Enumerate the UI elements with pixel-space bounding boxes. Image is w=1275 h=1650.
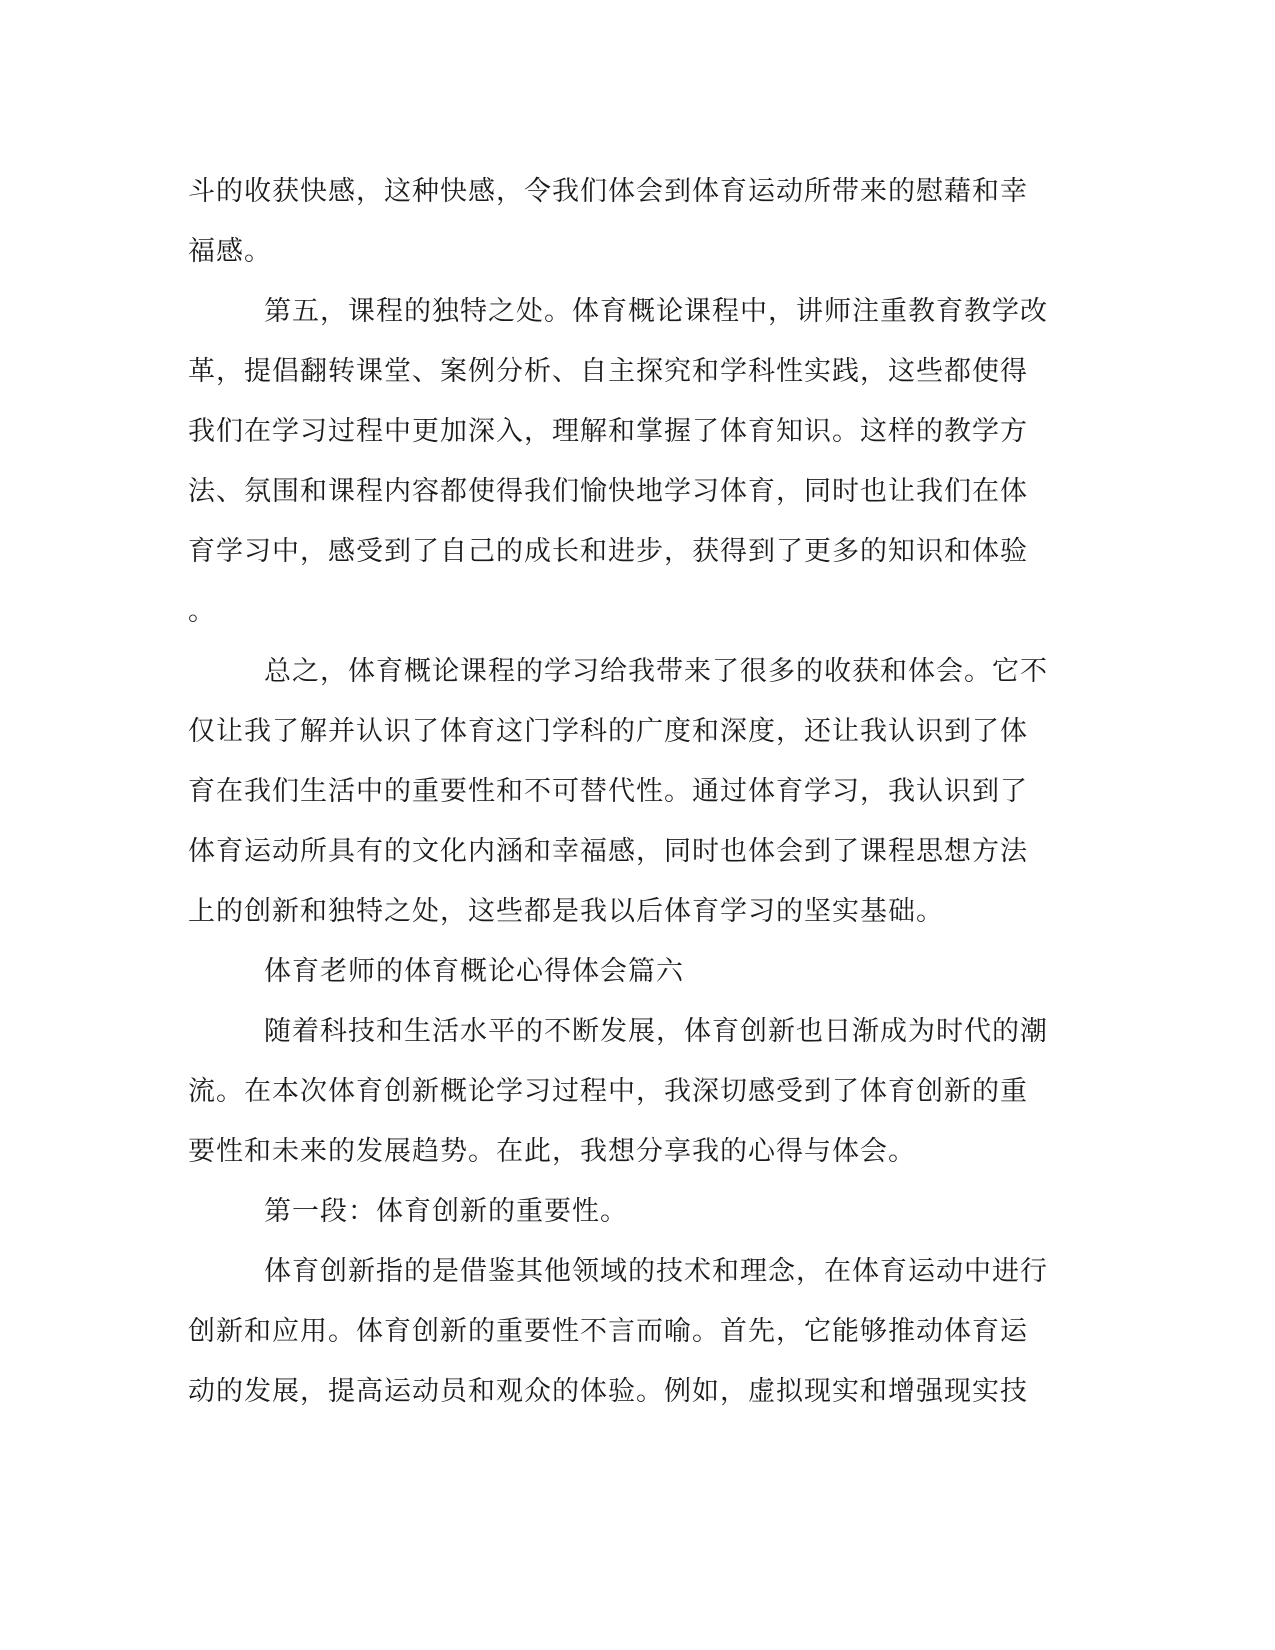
paragraph-line: 体育运动所具有的文化内涵和幸福感，同时也体会到了课程思想方法 <box>188 836 1028 867</box>
paragraph-line: 育学习中，感受到了自己的成长和进步，获得到了更多的知识和体验 <box>188 536 1028 567</box>
paragraph-line: 流。在本次体育创新概论学习过程中，我深切感受到了体育创新的重 <box>188 1076 1028 1107</box>
paragraph-line: 总之，体育概论课程的学习给我带来了很多的收获和体会。它不 <box>264 656 1048 687</box>
paragraph-line: 革，提倡翻转课堂、案例分析、自主探究和学科性实践，这些都使得 <box>188 356 1028 387</box>
paragraph-line: 我们在学习过程中更加深入，理解和掌握了体育知识。这样的教学方 <box>188 416 1028 447</box>
subsection-heading: 第一段：体育创新的重要性。 <box>264 1196 628 1227</box>
paragraph-line: 法、氛围和课程内容都使得我们愉快地学习体育，同时也让我们在体 <box>188 476 1028 507</box>
paragraph-line: 斗的收获快感，这种快感，令我们体会到体育运动所带来的慰藉和幸 <box>188 176 1028 207</box>
paragraph-line: 创新和应用。体育创新的重要性不言而喻。首先，它能够推动体育运 <box>188 1316 1028 1347</box>
section-heading: 体育老师的体育概论心得体会篇六 <box>264 956 684 987</box>
document-body <box>188 162 1088 1422</box>
paragraph-line: 育在我们生活中的重要性和不可替代性。通过体育学习，我认识到了 <box>188 776 1028 807</box>
paragraph-line: 福感。 <box>188 236 272 267</box>
paragraph-line: 仅让我了解并认识了体育这门学科的广度和深度，还让我认识到了体 <box>188 716 1028 747</box>
paragraph-line: 动的发展，提高运动员和观众的体验。例如，虚拟现实和增强现实技 <box>188 1376 1028 1407</box>
paragraph-line: 第五，课程的独特之处。体育概论课程中，讲师注重教育教学改 <box>264 296 1048 327</box>
paragraph-line: 随着科技和生活水平的不断发展，体育创新也日渐成为时代的潮 <box>264 1016 1048 1047</box>
paragraph-line: 体育创新指的是借鉴其他领域的技术和理念，在体育运动中进行 <box>264 1256 1048 1287</box>
paragraph-line: 。 <box>188 596 216 627</box>
paragraph-line: 要性和未来的发展趋势。在此，我想分享我的心得与体会。 <box>188 1136 916 1167</box>
paragraph-line: 上的创新和独特之处，这些都是我以后体育学习的坚实基础。 <box>188 896 944 927</box>
